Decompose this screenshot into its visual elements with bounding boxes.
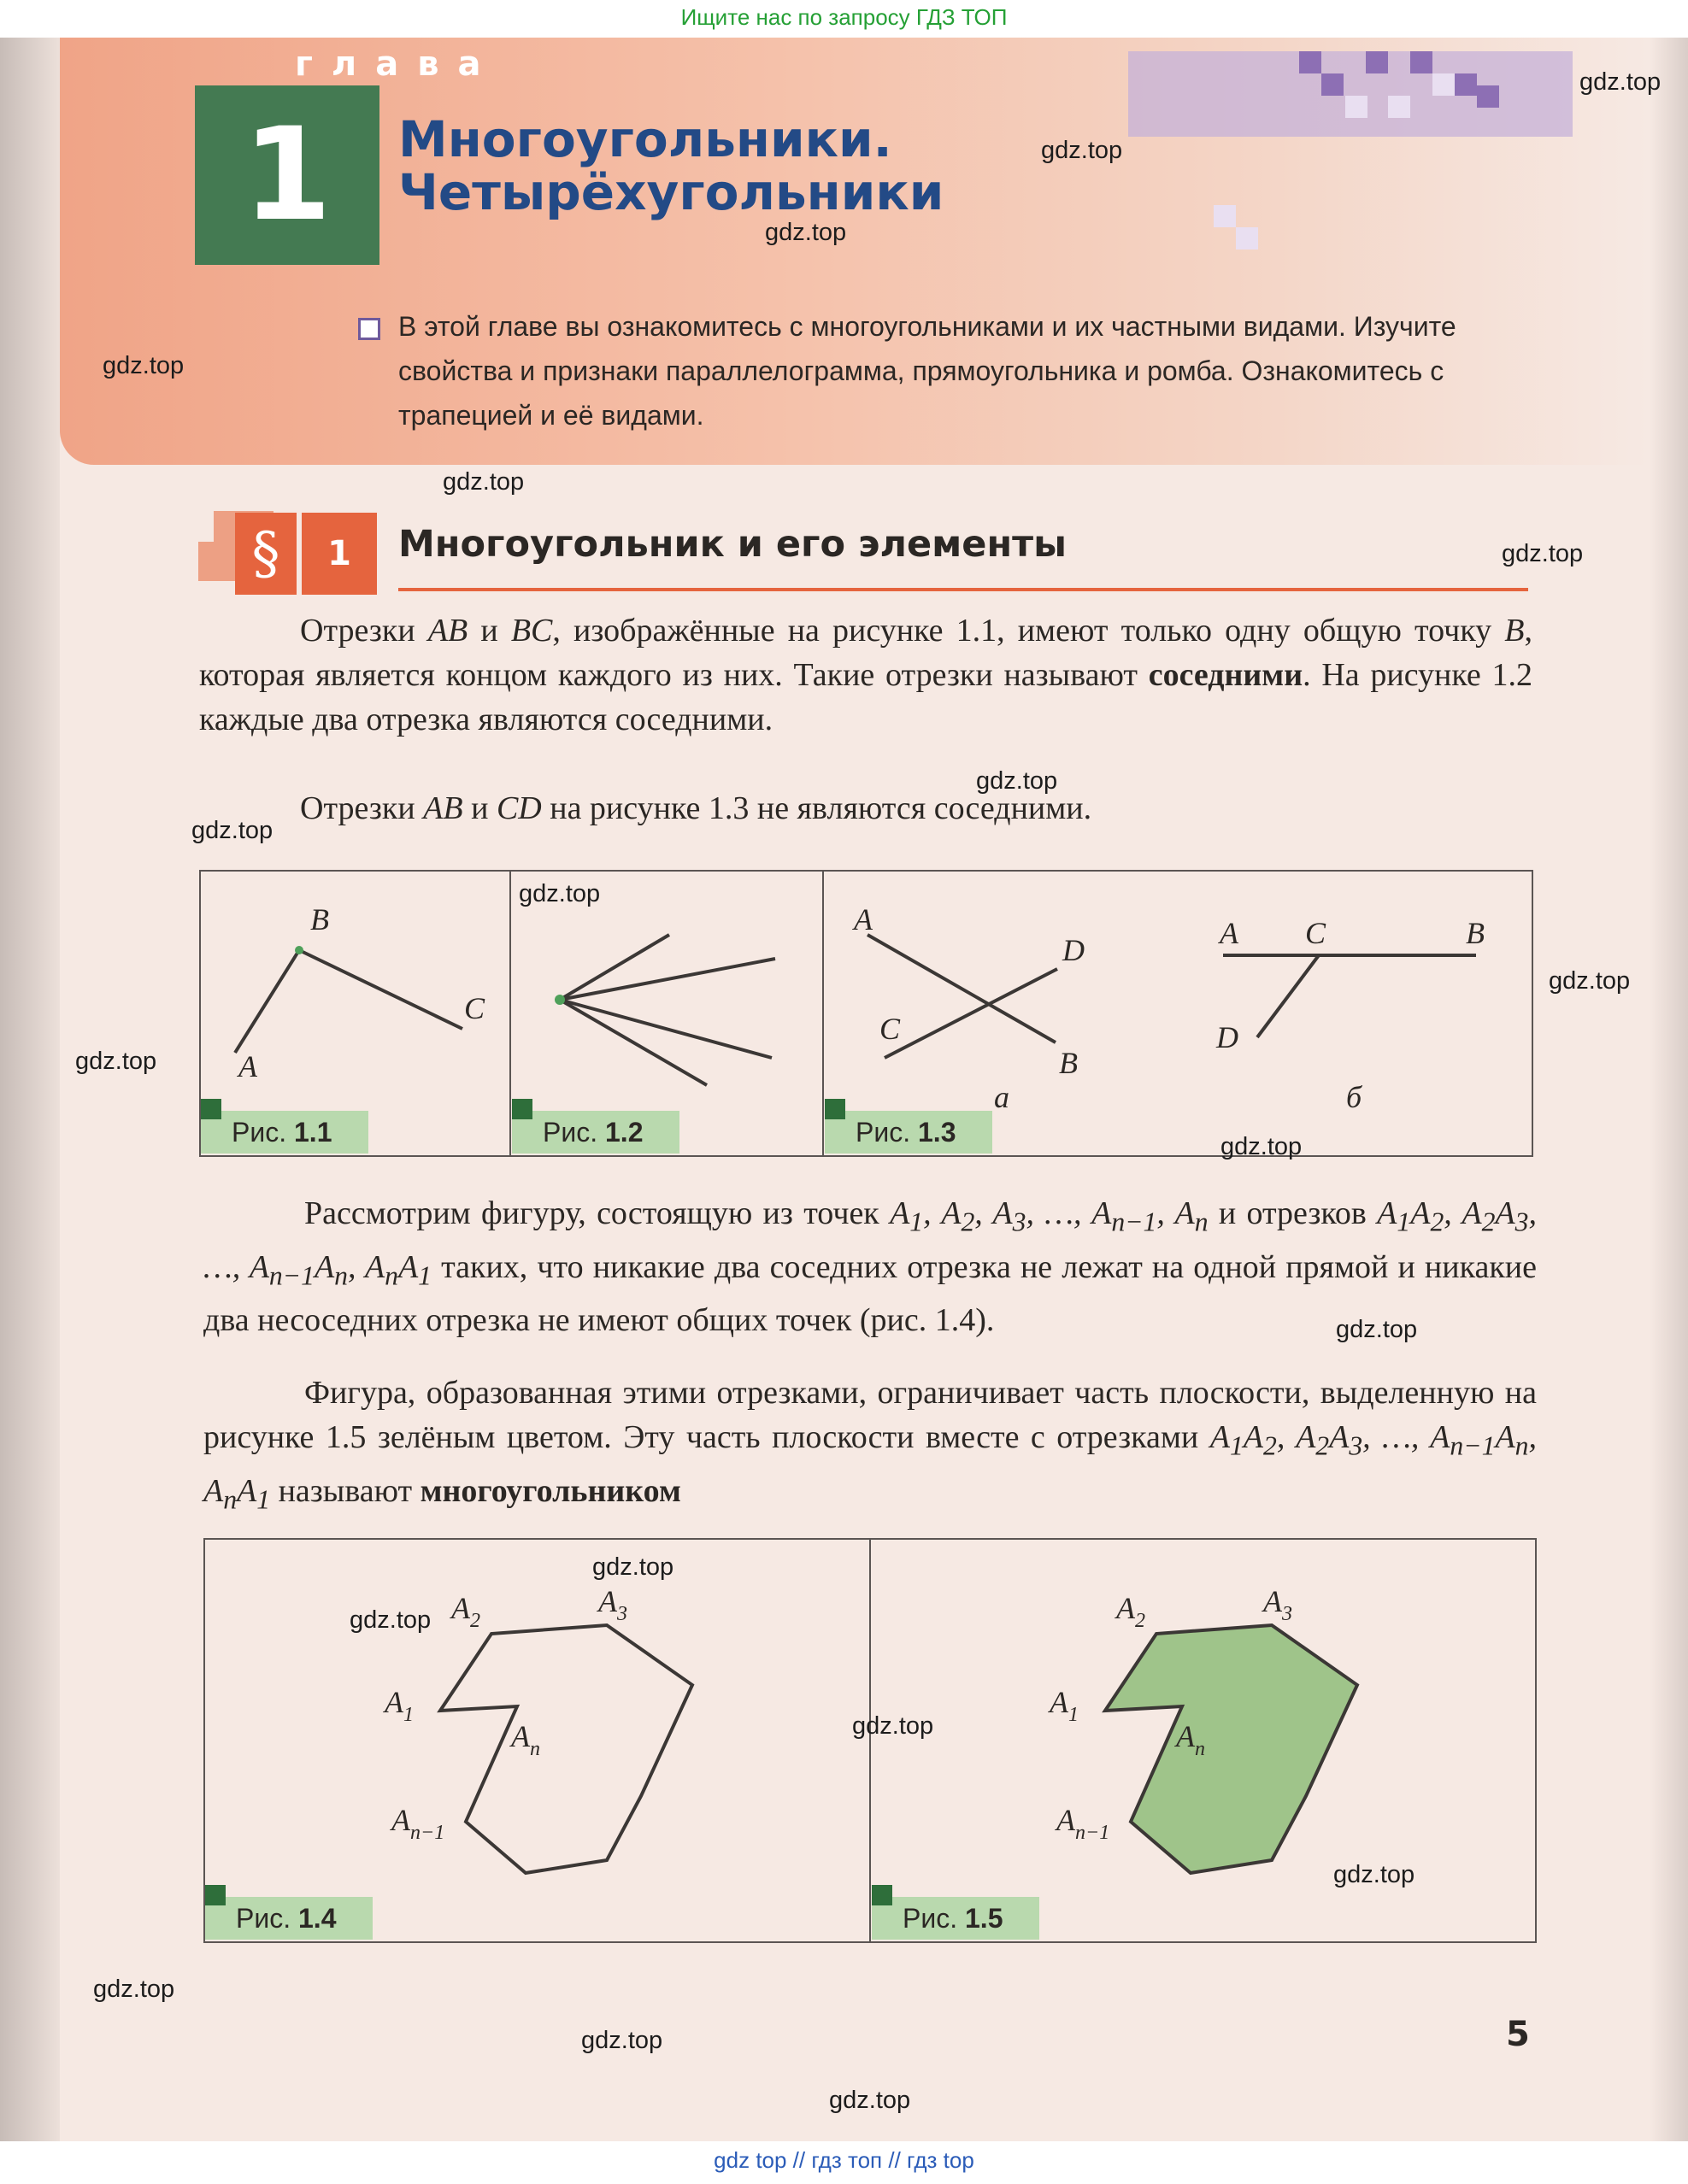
watermark: gdz.top: [1579, 68, 1662, 96]
figure-1-5-caption: [872, 1897, 1039, 1940]
math-point: B: [1504, 613, 1525, 649]
label-b: B: [1466, 916, 1485, 950]
vertex-a1: [1048, 1685, 1079, 1726]
vertex-subscript: n: [530, 1738, 540, 1760]
watermark: gdz.top: [443, 468, 525, 496]
chapter-title-line2: Четырёхугольники: [398, 163, 944, 221]
watermark: gdz.top: [592, 1553, 674, 1581]
label-b: B: [310, 902, 329, 936]
watermark: gdz.top: [1333, 1861, 1415, 1888]
decor-pixel: [1366, 51, 1388, 73]
term-bold: соседними: [1148, 657, 1303, 693]
text-run: называют: [270, 1472, 421, 1509]
vertex-subscript: 2: [470, 1610, 480, 1632]
vertex-a2: [450, 1591, 480, 1632]
decor-pixel: [1432, 73, 1455, 96]
caption-text: Рис.: [543, 1117, 598, 1148]
watermark: gdz.top: [765, 219, 847, 246]
segment-cd: [1257, 955, 1319, 1037]
section-number: 1: [327, 534, 351, 573]
vertex-an-1: [390, 1803, 444, 1844]
vertex-a3: [597, 1584, 627, 1625]
caption-number: 1.5: [965, 1903, 1003, 1934]
polygon-filled: [1105, 1625, 1357, 1873]
sublabel-b: б: [1346, 1080, 1362, 1114]
section-decor: [198, 542, 238, 581]
figure-1-1-caption: [201, 1111, 368, 1154]
label-c: C: [1305, 916, 1326, 950]
watermark: gdz.top: [1502, 540, 1584, 567]
point-b: [295, 946, 303, 954]
text-run: , которая является концом каждого из них. Такие отрезки называют: [199, 613, 1532, 693]
text-run: Рассмотрим фигуру, состоящую из точек: [304, 1195, 891, 1231]
vertex-subscript: 2: [1135, 1610, 1145, 1632]
watermark: gdz.top: [581, 2027, 663, 2054]
caption-marker-icon: [872, 1885, 892, 1905]
caption-number: 1.4: [298, 1903, 337, 1934]
figures-1-1-to-1-3: [199, 870, 1533, 1157]
caption-number: 1.1: [294, 1117, 332, 1148]
figure-1-1-drawing: [235, 902, 485, 1083]
watermark: gdz.top: [93, 1976, 175, 2003]
watermark: gdz.top: [829, 2087, 911, 2114]
common-point: [555, 995, 565, 1005]
chapter-intro: В этой главе вы ознакомитесь с многоугольниками и их частными видами. Изучите свойства и признаки параллелограмма, прямоугольника и ромба. Ознакомитесь с трапецией и её видами.: [398, 311, 1456, 431]
text-run: и: [462, 790, 497, 826]
text-run: . На рисунке 1.2 каждые два отрезка являются соседними.: [199, 657, 1532, 737]
caption-marker-icon: [201, 1099, 221, 1119]
vertex-letter: A: [1176, 1719, 1195, 1753]
decor-pixel: [1477, 85, 1499, 108]
figure-1-3a-drawing: [852, 902, 1085, 1114]
vertex-an-1: [1055, 1803, 1109, 1844]
figure-1-3b-drawing: [1215, 916, 1485, 1114]
text-run: и: [468, 613, 511, 649]
watermark: gdz.top: [350, 1606, 432, 1634]
vertex-subscript: 3: [617, 1603, 627, 1625]
vertex-subscript: n: [1195, 1738, 1205, 1760]
watermark: gdz.top: [1041, 137, 1123, 164]
watermark: gdz.top: [1336, 1316, 1418, 1343]
sublabel-a: а: [994, 1080, 1009, 1114]
decor-pixel: [1236, 227, 1258, 250]
watermark: gdz.top: [1220, 1133, 1303, 1160]
segment-cd: [885, 969, 1057, 1058]
segment: [560, 1000, 772, 1058]
label-c: C: [464, 991, 485, 1025]
vertex-letter: A: [391, 1803, 410, 1837]
segment-ab: [235, 950, 299, 1053]
chapter-title-line1: Многоугольники.: [398, 110, 892, 168]
vertex-letter: A: [451, 1591, 470, 1625]
caption-marker-icon: [205, 1885, 226, 1905]
paragraph-2: [199, 786, 1532, 831]
text-run: и отрезков: [1208, 1195, 1378, 1231]
caption-text: Рис.: [232, 1117, 287, 1148]
paragraph-4: Фигура, образованная этими отрезками, ограничивает часть плоскости, выделенную на рисунке 1.5 зелёным цветом. Эту часть плоскости вместе с отрезками $A_1A_2$, $A_2A_3$, …, $A_{n-1}A_n$, $A_nA_1$ называют многоугольником: [203, 1375, 1537, 1515]
math-segment: AB: [427, 613, 468, 649]
text-run: , изображённые на рисунке 1.1, имеют только одну общую точку: [552, 613, 1505, 649]
watermark: gdz.top: [852, 1712, 934, 1740]
bottom-banner-text[interactable]: gdz top // гдз топ // гдз top: [714, 2147, 974, 2173]
watermark: gdz.top: [191, 817, 273, 844]
vertex-letter: A: [1056, 1803, 1075, 1837]
segment-bc: [299, 950, 462, 1029]
vertex-a1: [383, 1685, 414, 1726]
intro-bullet-icon: [358, 318, 380, 340]
caption-number: 1.2: [605, 1117, 644, 1148]
vertex-letter: A: [1263, 1584, 1282, 1618]
caption-text: Рис.: [903, 1903, 958, 1934]
vertex-letter: A: [1116, 1591, 1135, 1625]
decor-pixel: [1299, 51, 1321, 73]
caption-marker-icon: [825, 1099, 845, 1119]
label-d: D: [1062, 933, 1085, 967]
vertex-an: [509, 1719, 540, 1760]
text-run: Отрезки: [300, 613, 428, 649]
paragraph-3: Рассмотрим фигуру, состоящую из точек $A_1$, $A_2$, $A_3$, …, $A_{n-1}$, $A_n$ и отрезков $A_1A_2$, $A_2A_3$, …, $A_{n-1}A_n$, $A_nA_1$ таких, что никакие два соседних отрезка не лежат на одной прямой и никакие два несоседних отрезка не имеют общих точек (рис. 1.4).: [203, 1195, 1537, 1339]
section-sign-icon: §: [251, 520, 280, 586]
watermark: gdz.top: [103, 352, 185, 379]
figure-1-2-caption: [512, 1111, 679, 1154]
label-c: C: [879, 1012, 901, 1046]
watermark: gdz.top: [75, 1048, 157, 1075]
vertex-subscript: n−1: [1075, 1822, 1110, 1844]
decor-pixel: [1345, 96, 1367, 118]
decor-pixel: [1455, 73, 1477, 96]
vertex-a2: [1115, 1591, 1145, 1632]
vertex-letter: A: [598, 1584, 617, 1618]
watermark: gdz.top: [519, 880, 601, 907]
section-underline: [398, 588, 1528, 591]
chapter-number: 1: [242, 101, 332, 250]
watermark: gdz.top: [1549, 967, 1631, 995]
vertex-letter: A: [511, 1719, 530, 1753]
caption-text: Рис.: [236, 1903, 291, 1934]
top-banner-text[interactable]: Ищите нас по запросу ГДЗ ТОП: [680, 4, 1008, 30]
decor-pixel: [1410, 51, 1432, 73]
text-run: Отрезки: [300, 790, 424, 826]
watermark: gdz.top: [976, 767, 1058, 795]
figure-1-3-caption: [825, 1111, 992, 1154]
caption-marker-icon: [512, 1099, 532, 1119]
header-decoration: [1128, 51, 1573, 137]
paragraph-1: [199, 608, 1532, 742]
vertex-subscript: 1: [403, 1704, 414, 1726]
polygon-outline: [440, 1625, 692, 1873]
figure-1-4-caption: [205, 1897, 373, 1940]
math-segment: CD: [496, 790, 542, 826]
page-spine-shadow: [0, 38, 60, 2141]
vertex-letter: A: [385, 1685, 403, 1719]
vertex-subscript: n−1: [410, 1822, 445, 1844]
vertex-letter: A: [1050, 1685, 1068, 1719]
chapter-title: [398, 110, 944, 221]
vertex-subscript: 3: [1282, 1603, 1292, 1625]
vertex-a3: [1262, 1584, 1292, 1625]
label-a: A: [854, 902, 873, 936]
label-a: A: [1220, 916, 1238, 950]
math-segment: BC: [510, 613, 553, 649]
decor-pixel: [1321, 73, 1344, 96]
caption-number: 1.3: [918, 1117, 956, 1148]
label-a: A: [238, 1049, 257, 1083]
math-segment: AB: [423, 790, 463, 826]
page-number: 5: [1506, 2015, 1530, 2054]
text-run: таких, что никакие два соседних отрезка не лежат на одной прямой и никакие два несоседних отрезка не имеют общих точек (рис. 1.4).: [203, 1248, 1537, 1339]
decor-pixel: [1214, 205, 1236, 227]
figure-1-5-drawing: [1048, 1584, 1357, 1873]
vertex-subscript: 1: [1068, 1704, 1079, 1726]
label-b: B: [1059, 1046, 1078, 1080]
label-d: D: [1216, 1020, 1238, 1054]
page-edge-shadow: [1650, 38, 1688, 2141]
text-run: Фигура, образованная этими отрезками, ограничивает часть плоскости, выделенную на рисунке 1.5 зелёным цветом. Эту часть плоскости вместе с отрезками: [203, 1375, 1537, 1455]
text-run: на рисунке 1.3 не являются соседними.: [541, 790, 1092, 826]
term-bold: многоугольником: [420, 1472, 681, 1509]
section-title: Многоугольник и его элементы: [398, 523, 1067, 566]
caption-text: Рис.: [856, 1117, 911, 1148]
figure-1-2-drawing: [555, 935, 775, 1085]
chapter-word: глава: [295, 44, 500, 84]
decor-pixel: [1388, 96, 1410, 118]
segment: [560, 1000, 707, 1085]
